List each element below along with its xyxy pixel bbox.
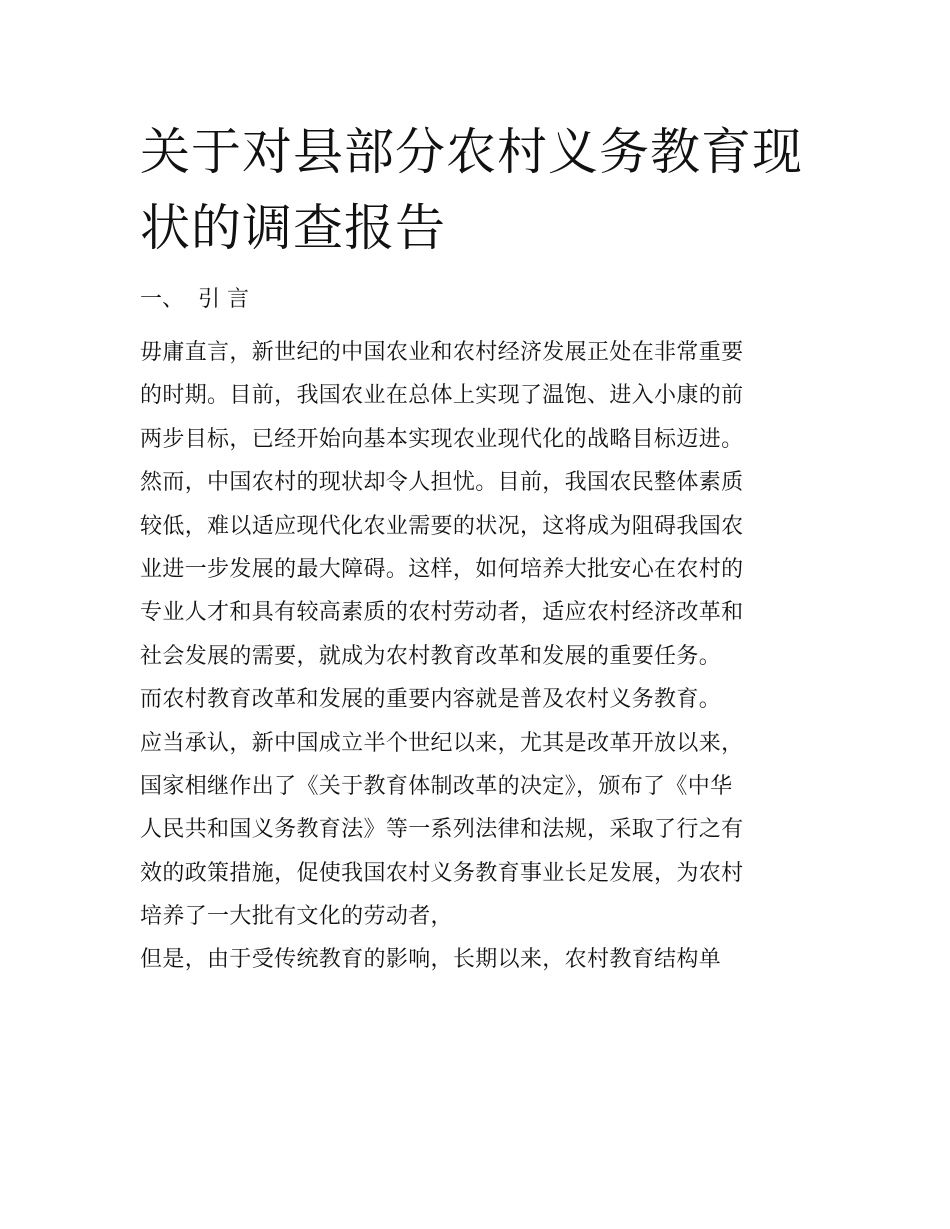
body-line: 培养了一大批有文化的劳动者，	[140, 904, 453, 930]
body-line: 专业人才和具有较高素质的农村劳动者，适应农村经济改革和	[140, 600, 744, 626]
title-line-1: 关于对县部分农村义务教育现	[140, 123, 803, 181]
body-line: 的时期。目前，我国农业在总体上实现了温饱、进入小康的前	[140, 383, 744, 409]
body-line: 较低，难以适应现代化农业需要的状况，这将成为阻碍我国农	[140, 513, 744, 539]
body-line: 但是，由于受传统教育的影响，长期以来，农村教育结构单	[140, 947, 722, 973]
body-line: 毋庸直言，新世纪的中国农业和农村经济发展正处在非常重要	[140, 340, 744, 365]
body-text	[140, 331, 820, 982]
section-title: 引 言	[198, 287, 250, 312]
section-heading	[140, 284, 249, 316]
body-line: 而农村教育改革和发展的重要内容就是普及农村义务教育。	[140, 687, 722, 713]
title-line-2: 状的调查报告	[140, 199, 446, 257]
body-line: 两步目标，已经开始向基本实现农业现代化的战略目标迈进。	[140, 426, 744, 452]
body-line: 然而，中国农村的现状却令人担忧。目前，我国农民整体素质	[140, 470, 744, 496]
body-line: 人民共和国义务教育法》等一系列法律和法规，采取了行之有	[140, 817, 744, 843]
body-line: 应当承认，新中国成立半个世纪以来，尤其是改革开放以来，	[140, 730, 744, 756]
body-line: 效的政策措施，促使我国农村义务教育事业长足发展，为农村	[140, 860, 744, 886]
document-title	[140, 114, 820, 266]
body-line: 社会发展的需要，就成为农村教育改革和发展的重要任务。	[140, 643, 722, 669]
section-number: 一、	[140, 287, 185, 312]
body-line: 国家相继作出了《关于教育体制改革的决定》，颁布了《中华	[140, 773, 733, 799]
body-line: 业进一步发展的最大障碍。这样，如何培养大批安心在农村的	[140, 556, 744, 582]
